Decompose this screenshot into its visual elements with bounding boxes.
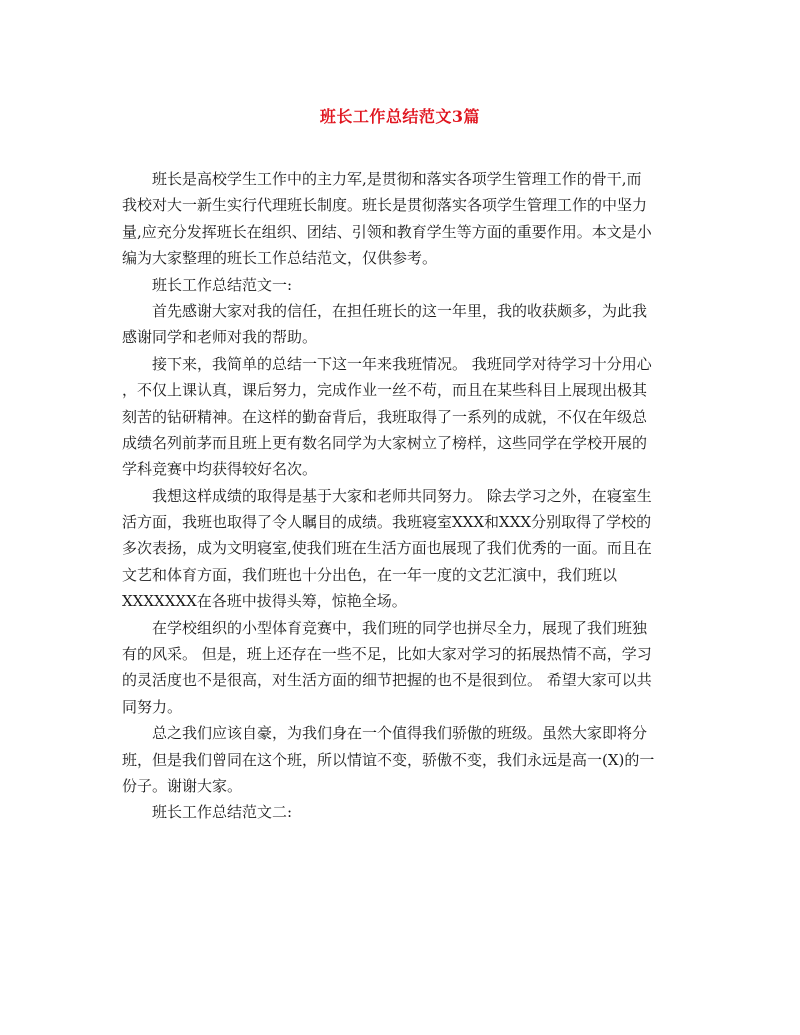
document-body xyxy=(122,166,670,826)
body-line: 活方面，我班也取得了令人瞩目的成绩。我班寝室XXX和XXX分别取得了学校的 xyxy=(122,513,652,532)
body-line: 接下来，我简单的总结一下这一年来我班情况。 我班同学对待学习十分用心 xyxy=(152,354,652,373)
body-line: 多次表扬，成为文明寝室,使我们班在生活方面也展现了我们优秀的一面。而且在 xyxy=(122,539,652,558)
body-line: 文艺和体育方面，我们班也十分出色，在一年一度的文艺汇演中，我们班以 xyxy=(122,565,618,584)
body-line: 份子。谢谢大家。 xyxy=(122,776,243,795)
body-line: 编为大家整理的班长工作总结范文，仅供参考。 xyxy=(122,249,438,268)
body-line: 学科竞赛中均获得较好名次。 xyxy=(122,460,318,479)
document-title: 班长工作总结范文3篇 xyxy=(319,107,481,126)
body-line: 班，但是我们曾同在这个班，所以情谊不变，骄傲不变，我们永远是高一(X)的一 xyxy=(122,750,655,769)
body-line: ，不仅上课认真，课后努力，完成作业一丝不苟，而且在某些科目上展现出极其 xyxy=(122,381,648,400)
body-line: 首先感谢大家对我的信任，在担任班长的这一年里，我的收获颇多，为此我 xyxy=(152,301,648,320)
body-line: 有的风采。 但是，班上还存在一些不足，比如大家对学习的拓展热情不高，学习 xyxy=(122,645,652,664)
body-line: 班长是高校学生工作中的主力军,是贯彻和落实各项学生管理工作的骨干,而 xyxy=(152,170,642,188)
body-line: 量,应充分发挥班长在组织、团结、引领和教育学生等方面的重要作用。本文是小 xyxy=(122,222,652,241)
body-line: 的灵活度也不是很高，对生活方面的细节把握的也不是很到位。 希望大家可以共 xyxy=(122,671,652,690)
body-line: 班长工作总结范文一: xyxy=(152,275,293,294)
body-line: XXXXXXX在各班中拔得头筹，惊艳全场。 xyxy=(122,592,407,611)
body-line: 我校对大一新生实行代理班长制度。班长是贯彻落实各项学生管理工作的中坚力 xyxy=(122,196,648,215)
body-line: 刻苦的钻研精神。在这样的勤奋背后，我班取得了一系列的成就，不仅在年级总 xyxy=(122,407,648,426)
body-line: 同努力。 xyxy=(122,697,183,716)
body-line: 感谢同学和老师对我的帮助。 xyxy=(122,328,318,347)
body-line: 总之我们应该自豪，为我们身在一个值得我们骄傲的班级。虽然大家即将分 xyxy=(152,724,648,743)
body-line: 我想这样成绩的取得是基于大家和老师共同努力。 除去学习之外，在寝室生 xyxy=(152,486,652,505)
body-line: 班长工作总结范文二: xyxy=(152,803,293,822)
body-line: 成绩名列前茅而且班上更有数名同学为大家树立了榜样，这些同学在学校开展的 xyxy=(122,433,648,452)
body-line: 在学校组织的小型体育竞赛中，我们班的同学也拼尽全力，展现了我们班独 xyxy=(152,618,648,637)
